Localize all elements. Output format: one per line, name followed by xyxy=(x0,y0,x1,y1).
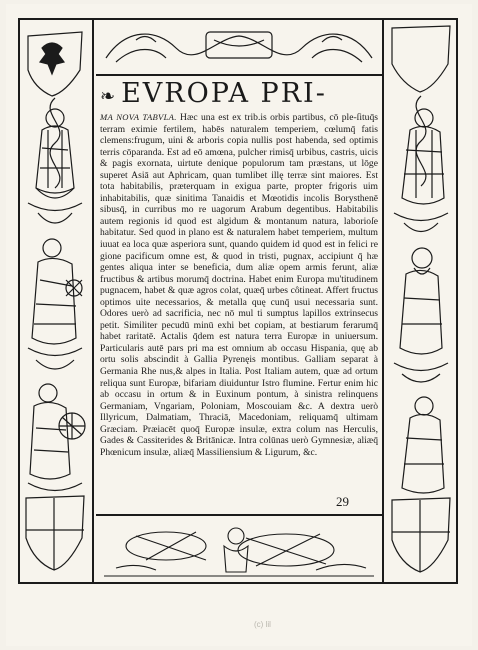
bearded-figure-icon xyxy=(400,248,442,354)
left-border-column xyxy=(18,18,94,584)
foliage-scroll-icon xyxy=(106,32,372,62)
title-row xyxy=(100,80,378,110)
page-number: 29 xyxy=(336,494,349,509)
cross-shield-icon xyxy=(26,496,84,570)
blank-shield-icon xyxy=(392,26,450,92)
body-paragraph xyxy=(100,112,378,458)
page-title: EVROPA PRI- xyxy=(121,78,327,109)
astronomer-figure-icon xyxy=(32,239,82,344)
text-block xyxy=(100,80,378,490)
eagle-shield-icon xyxy=(28,32,82,96)
right-border-column xyxy=(382,18,458,584)
footer-battle-panel xyxy=(96,514,382,584)
body-text: Hæc una est ex trib.is orbis partibus, cō ple-ſituq̄s terram eximie fertilem, habēs naturalem temperiem, cœlumq̄ fatis clemens:frugum, uini & arboris copia nullis post habenda, sed optimis terris cōparanda. Est ad eō amœna, pulcher rimisq̄ urbibus, castris, uicis & pagis exornata, uirtute denique populorum tam præstans, ut lōge superet Asiā aut Aphricam, quan tumlibet illę terræ sint maiores. Est tota habitabilis, præterquam in exigua parte, propter frigoris uim inhabitabilis, quæ sinitima Tanaidis et Mœotidis incolis Borysthenē sibusq̄, in curribus mo re uagorum Arabum degentibus. Habitabilis autem regionis id quod est algidum & montanum natura, laborioſe habitatur. Sed quod in plano est & naturalem habet temperiem, multum iuuat ea loca quæ asperiora sunt, quando quidem id quod est in felici re gione pacificum omne est, & quod in tristi, pugnax, accipiunt q̄ hæ gentes aliqua inter se beneficia, dum aliæ opem armis ferunt, aliæ fructibus & artibus morumq̄ doctrina. Habet enim Europa mu'titudinem pugnacem, habet & quæ agros colat, quæq̄ urbes côtineat. Affert fructus optimos uite necessarios, & metalla quę cunq̄ usui necessaria sunt. Odores uerò ad sacrificia, nec nō mul ti sumptus lapillos extrinsecus petit. Similiter pecudū minū exhi bet copiam, at bestiarum ferarumq̄ habet raritatē. Actalis q̄dem est natura terra Europæ in uniuersum. Particularis autē pars pri ma est omnium ab occasu Hispania, quę ab ortu solis abscindit à Gallia Pyrenęis montibus. Galliam separat à Germania Rhe nus,& alpes in Italia. Post Italiam autem, quæ ad ortum reliqua sunt Europæ, bifariam diuiduntur Istro flumine. Fertur enim hic ab occasu in ortum & in Euxinum pontum, à sinistra relinquens Germaniam, Vngariam, Poloniam, Moscouiam &c. A dextra uerò Illyricum, Dalmatiam, Thraciā, Macedoniam, reliquamq̄ ultimam Græciam. Præiacēt quoq̄ Europæ insulæ, extra colum nas Herculis, Gades & Cassiterides & Britānicæ. Intra colūnas uerò Gymnesiæ, aliæq̄ Phœnicum insulæ, aliæq̄ Massiliensium & Ligurum, &c. xyxy=(100,112,378,458)
robed-figure-icon xyxy=(402,397,444,493)
globe-bearer-figure-icon xyxy=(30,384,85,479)
lead-words: MA NOVA TABVLA. xyxy=(100,112,177,122)
header-ornament-panel xyxy=(96,18,382,76)
pencil-margin-note: (c) lil xyxy=(254,620,271,629)
scholar-figure-icon xyxy=(36,109,74,198)
fleuron-icon: ❧ xyxy=(100,86,116,107)
cross-shield-right-icon xyxy=(392,498,450,572)
battle-scene-icon xyxy=(104,528,374,576)
